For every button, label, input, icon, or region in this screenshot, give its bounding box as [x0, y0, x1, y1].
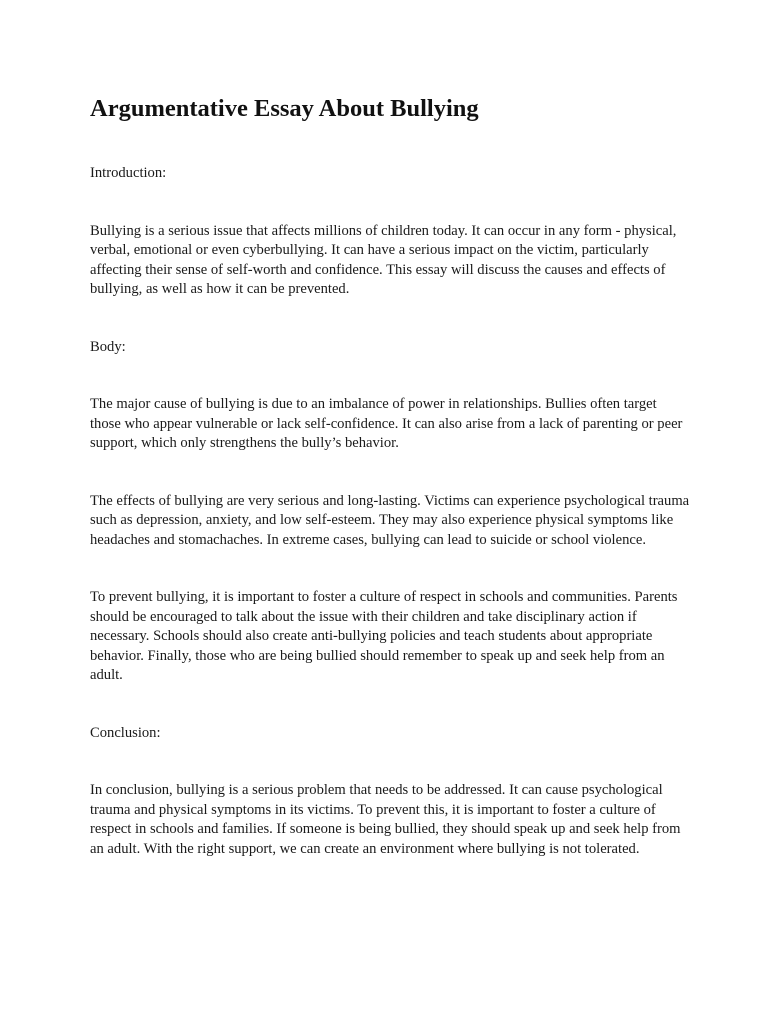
conclusion-paragraph: In conclusion, bullying is a serious problem that needs to be addressed. It can cause psychological trauma and physical symptoms in its victims. To prevent this, it is important to foster a culture of respect in schools and families. If someone is being bullied, they should speak up and seek help from an adult. With the right support, we can create an environment where bullying is not tolerated.	[90, 782, 681, 857]
body-paragraph-prevention: To prevent bullying, it is important to foster a culture of respect in schools and communities. Parents should be encouraged to talk about the issue with their children and take disciplinary action if necessary. Schools should also create anti-bullying policies and teach students about appropriate behavior. Finally, those who are being bullied should remember to speak up and seek help from an adult.	[90, 589, 678, 683]
body-paragraph-effects: The effects of bullying are very serious and long-lasting. Victims can experience psychological trauma such as depression, anxiety, and low self-esteem. They may also experience physical symptoms like headaches and stomachaches. In extreme cases, bullying can lead to suicide or school violence.	[90, 492, 690, 548]
document-content	[90, 92, 690, 859]
document-title: Argumentative Essay About Bullying	[90, 95, 479, 122]
introduction-heading: Introduction:	[90, 165, 167, 181]
conclusion-heading: Conclusion:	[90, 724, 161, 741]
body-heading: Body:	[90, 338, 126, 355]
introduction-paragraph: Bullying is a serious issue that affects millions of children today. It can occur in any form - physical, verbal, emotional or even cyberbullying. It can have a serious impact on the victim, particularly affecting their sense of self-worth and confidence. This essay will discuss the causes and effects of bullying, as well as how it can be prevented.	[90, 222, 677, 297]
body-paragraph-causes: The major cause of bullying is due to an imbalance of power in relationships. Bullies often target those who appear vulnerable or lack self-confidence. It can also arise from a lack of parenting or peer support, which only strengthens the bully’s behavior.	[90, 396, 683, 451]
